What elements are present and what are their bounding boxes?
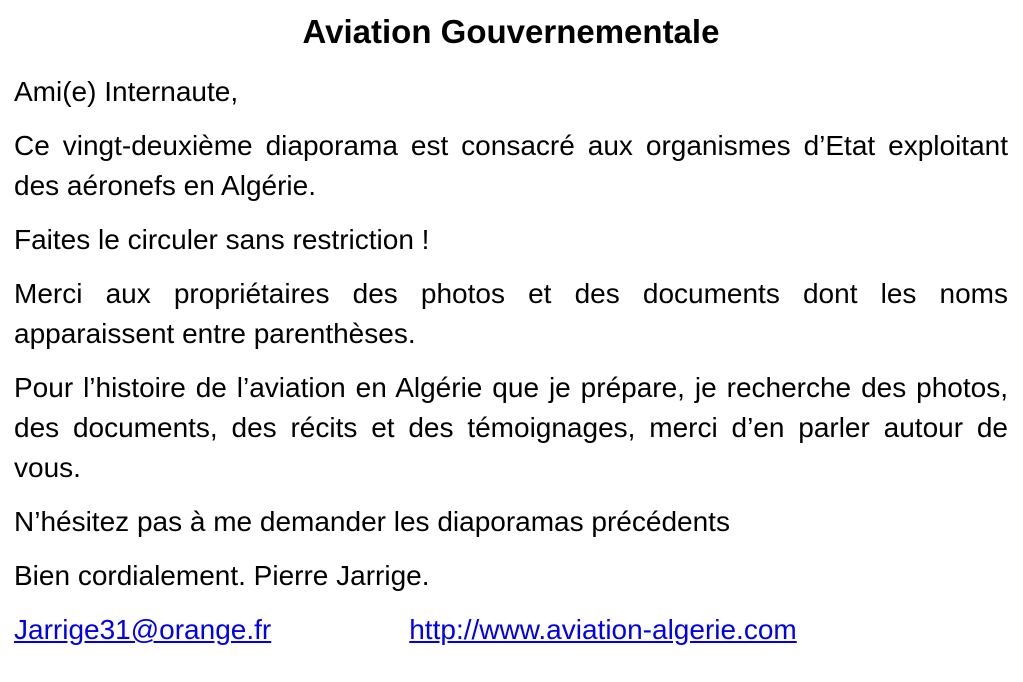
previous-slideshows-paragraph: N’hésitez pas à me demander les diaporamas précédents (14, 506, 730, 537)
intro-paragraph: Ce vingt-deuxième diaporama est consacré aux organismes d’Etat exploitant des aéronefs en Algérie. (14, 130, 1008, 201)
slide-title: Aviation Gouvernementale (302, 13, 720, 50)
email-link[interactable]: Jarrige31@orange.fr (14, 614, 272, 645)
thanks-paragraph: Merci aux propriétaires des photos et des documents dont les noms apparaissent entre parenthèses. (14, 278, 1008, 349)
share-paragraph: Faites le circuler sans restriction ! (14, 224, 430, 255)
closing-text: Bien cordialement. Pierre Jarrige. (14, 560, 430, 591)
website-link[interactable]: http://www.aviation-algerie.com (409, 614, 797, 645)
contact-links (14, 610, 1008, 650)
greeting-text: Ami(e) Internaute, (14, 76, 239, 107)
research-paragraph: Pour l’histoire de l’aviation en Algérie que je prépare, je recherche des photos, des documents, des récits et des témoignages, merci d’en parler autour de vous. (14, 372, 1008, 483)
slide (14, 6, 1008, 650)
